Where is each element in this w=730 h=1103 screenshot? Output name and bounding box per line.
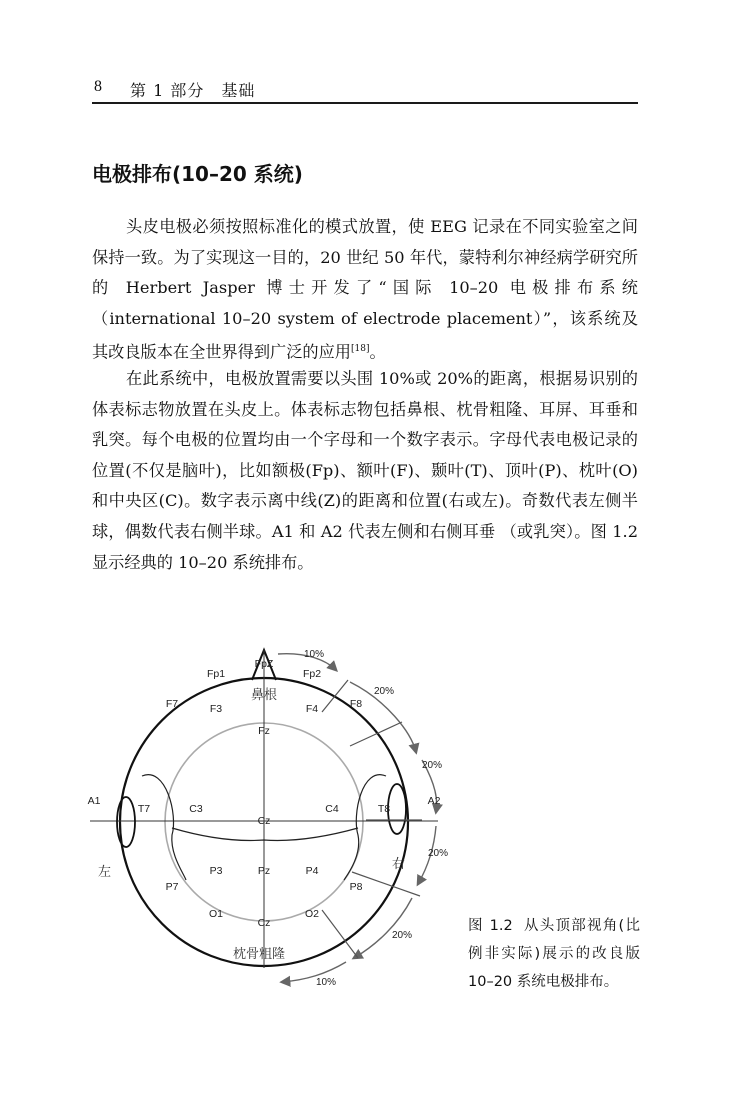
electrode-a1: A1 xyxy=(87,795,101,807)
left-label: 左 xyxy=(98,865,112,880)
central-curve xyxy=(172,828,358,841)
electrode-t8: T8 xyxy=(377,803,391,815)
right-label: 右 xyxy=(392,857,406,872)
electrode-pz: Pz xyxy=(257,865,271,877)
right-ear-icon xyxy=(388,784,406,834)
figure-caption xyxy=(468,912,640,996)
electrode-f8: F8 xyxy=(349,698,363,710)
pct-label-1: 10% xyxy=(304,649,325,660)
running-header xyxy=(92,74,638,104)
electrode-o1: O1 xyxy=(208,908,224,920)
pct-label-4: 20% xyxy=(428,848,449,859)
electrode-fp2: Fp2 xyxy=(302,668,322,680)
electrode-t7: T7 xyxy=(137,803,151,815)
electrode-o2: O2 xyxy=(304,908,320,920)
paragraph-1-text: 头皮电极必须按照标准化的模式放置，使 EEG 记录在不同实验室之间保持一致。为了实现这一目的，20 世纪 50 年代，蒙特利尔神经病学研究所的 Herbert Jasper 博士开发了“国际 10–20 电极排布系统 （international 10–20 system of electrode placement）”，该系统及其改良版本在全世界得到广泛的应用 xyxy=(92,217,638,362)
pct-label-6: 10% xyxy=(316,977,337,988)
nasion-label: 鼻根 xyxy=(251,688,278,703)
pct-label-2: 20% xyxy=(374,686,395,697)
electrode-p4: P4 xyxy=(305,865,319,877)
electrode-cz: Cz xyxy=(257,815,271,827)
electrode-a2: A2 xyxy=(427,795,441,807)
electrode-c4: C4 xyxy=(325,803,339,815)
left-ear-curve xyxy=(142,775,186,880)
right-ear-curve xyxy=(344,775,386,880)
pct-label-3: 20% xyxy=(422,760,443,771)
paragraph-1 xyxy=(92,212,638,368)
electrode-f3: F3 xyxy=(209,703,223,715)
electrode-fpz: FpZ xyxy=(254,658,274,670)
section-title: 电极排布(10–20 系统) xyxy=(92,162,303,186)
electrode-f4: F4 xyxy=(305,703,319,715)
figure-caption-text: 从头顶部视角(比例非实际)展示的改良版 10–20 系统电极排布。 xyxy=(468,918,640,990)
electrode-p8: P8 xyxy=(349,881,363,893)
part-label: 第 1 部分 基础 xyxy=(130,81,256,100)
electrode-p7: P7 xyxy=(165,881,179,893)
electrode-fz: Fz xyxy=(258,725,270,737)
figure-number: 图 1.2 xyxy=(468,918,513,934)
electrode-cz: Cz xyxy=(257,917,271,929)
arc-10pct-bottom xyxy=(282,962,346,982)
electrode-fp1: Fp1 xyxy=(206,668,226,680)
page-number: 8 xyxy=(94,78,102,95)
inion-label: 枕骨粗隆 xyxy=(233,947,286,962)
pct-label-5: 20% xyxy=(392,930,413,941)
electrode-p3: P3 xyxy=(209,865,223,877)
citation-ref[interactable]: [18] xyxy=(351,344,370,355)
eeg-electrode-diagram xyxy=(86,640,456,1000)
paragraph-2: 在此系统中，电极放置需要以头围 10%或 20%的距离，根据易识别的体表标志物放置在头皮上。体表标志物包括鼻根、枕骨粗隆、耳屏、耳垂和乳突。每个电极的位置均由一个字母和一个数字表示。字母代表电极记录的位置(不仅是脑叶)，比如额极(Fp)、额叶(F)、颞叶(T)、顶叶(P)、枕叶(O)和中央区(C)。数字表示离中线(Z)的距离和位置(右或左)。奇数代表左侧半球，偶数代表右侧半球。A1 和 A2 代表左侧和右侧耳垂 （或乳突）。图 1.2 显示经典的 10–20 系统排布。 xyxy=(92,369,638,572)
electrode-c3: C3 xyxy=(189,803,203,815)
electrode-f7: F7 xyxy=(165,698,179,710)
paragraph-1-tail: 。 xyxy=(369,342,386,362)
